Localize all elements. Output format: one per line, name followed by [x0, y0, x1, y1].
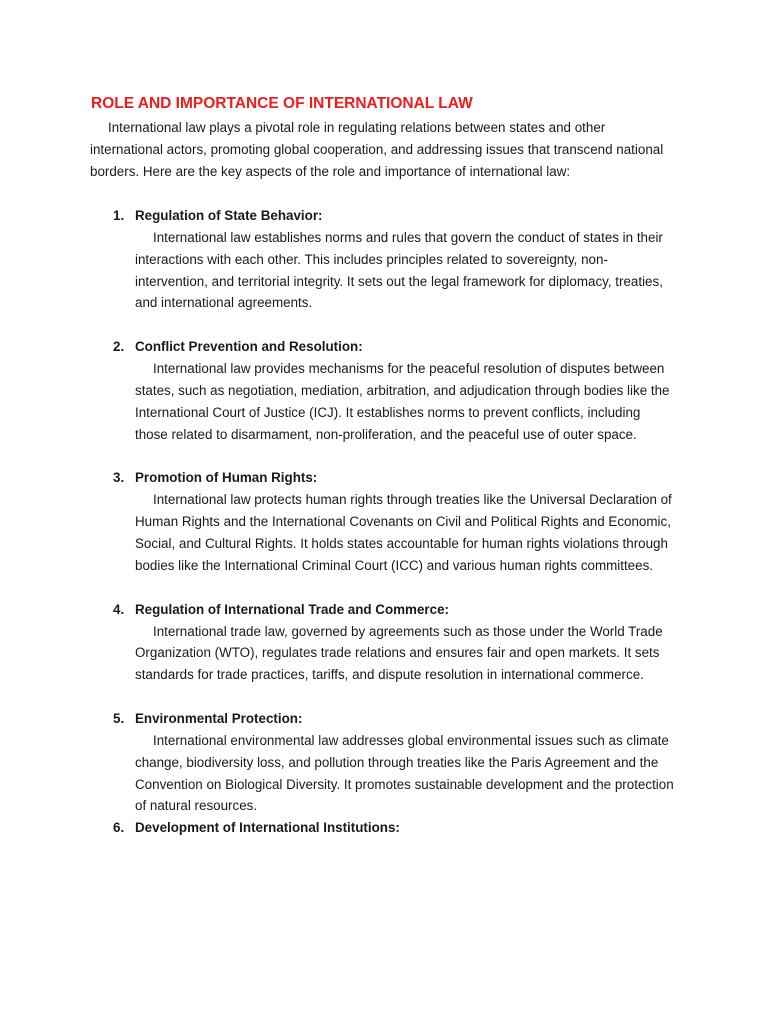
list-item — [0, 467, 768, 598]
item-body: International trade law, governed by agreements such as those under the World Trade Organization (WTO), regulates trade relations and ensures fair and open markets. It sets standards for trade practices, tariffs, and dispute resolution in international commerce. — [135, 623, 663, 683]
item-body: International environmental law addresses global environmental issues such as climate change, biodiversity loss, and pollution through treaties like the Paris Agreement and the Convention on Biological Diversity. It promotes sustainable development and the protection of natural resources. — [135, 732, 674, 814]
item-body: International law protects human rights through treaties like the Universal Declaration of Human Rights and the International Covenants on Civil and Political Rights and Economic, Social, and Cultural Rights. It holds states accountable for human rights violations through bodies like the International Criminal Court (ICC) and various human rights committees. — [135, 492, 672, 573]
item-number: 4. — [113, 601, 125, 617]
intro-paragraph: International law plays a pivotal role in regulating relations between states and other international actors, promoting global cooperation, and addressing issues that transcend national borders. Here are the key aspects of the role and importance of international law: — [90, 120, 664, 179]
item-heading: Conflict Prevention and Resolution: — [135, 339, 363, 355]
list-item — [0, 205, 768, 336]
list-item — [0, 599, 768, 708]
item-body: International law establishes norms and rules that govern the conduct of states in their interactions with each other. This includes principles related to sovereignty, non-intervention, and territorial integrity. It sets out the legal framework for diplomacy, treaties, and international agreements. — [135, 230, 663, 311]
list-item — [0, 708, 768, 817]
item-heading: Promotion of Human Rights: — [135, 470, 318, 486]
item-number: 3. — [113, 470, 125, 486]
item-number: 5. — [113, 710, 125, 726]
aspects-list — [0, 205, 768, 839]
list-item — [0, 336, 768, 467]
item-heading: Development of International Institutions: — [135, 820, 400, 836]
item-number: 6. — [113, 820, 125, 836]
item-heading: Environmental Protection: — [135, 710, 303, 726]
item-body: International law provides mechanisms for the peaceful resolution of disputes between states, such as negotiation, mediation, arbitration, and adjudication through bodies like the International Court of Justice (ICJ). It establishes norms to prevent conflicts, including those related to disarmament, non-proliferation, and the peaceful use of outer space. — [135, 361, 670, 442]
document-title: ROLE AND IMPORTANCE OF INTERNATIONAL LAW — [91, 95, 473, 112]
item-heading: Regulation of International Trade and Commerce: — [135, 601, 449, 617]
item-number: 1. — [113, 208, 125, 223]
list-item — [0, 817, 768, 839]
item-number: 2. — [113, 339, 125, 355]
item-heading: Regulation of State Behavior: — [135, 208, 323, 223]
